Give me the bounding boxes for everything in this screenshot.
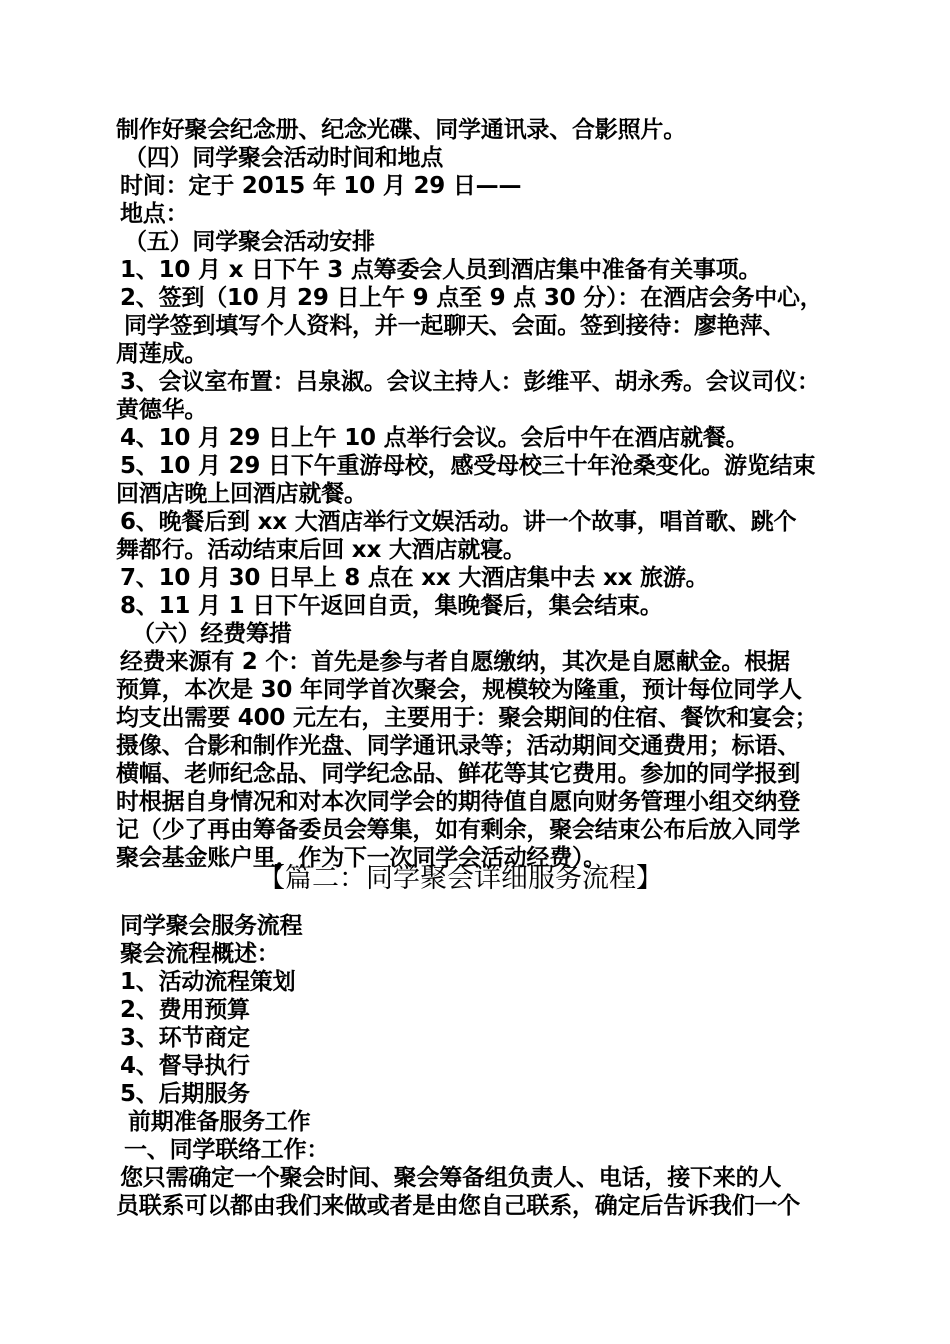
text-line: 回酒店晚上回酒店就餐。 [116,481,367,507]
text-line: 聚会流程概述： [120,941,280,967]
text-line: 8、11 月 1 日下午返回自贡，集晚餐后，集会结束。 [120,593,663,619]
chapter-heading: 【篇二：同学聚会详细服务流程】 [258,863,663,894]
text-line: 横幅、老师纪念品、同学纪念品、鲜花等其它费用。参加的同学报到 [116,761,801,787]
list-item: 4、督导执行 [120,1053,250,1079]
list-item: 5、后期服务 [120,1081,250,1107]
text-line: 1、10 月 x 日下午 3 点筹委会人员到酒店集中准备有关事项。 [120,257,762,283]
text-line: 周莲成。 [116,341,208,367]
text-line: 2、签到（10 月 29 日上午 9 点至 9 点 30 分）：在酒店会务中心， [120,285,823,311]
text-line: 地点： [120,201,189,227]
section-title-6: （六）经费筹措 [132,621,292,647]
text-line: 摄像、合影和制作光盘、同学通讯录等；活动期间交通费用；标语、 [116,733,801,759]
text-line: 聚会基金账户里，作为下一次同学会活动经费）。 [116,845,607,871]
text-line: 您只需确定一个聚会时间、聚会筹备组负责人、电话，接下来的人 [120,1165,782,1191]
text-line: 黄德华。 [116,397,208,423]
text-line: 6、晚餐后到 xx 大酒店举行文娱活动。讲一个故事，唱首歌、跳个 [120,509,797,535]
text-line: 制作好聚会纪念册、纪念光碟、同学通讯录、合影照片。 [116,117,687,143]
section-title-5: （五）同学聚会活动安排 [124,229,375,255]
doc-subtitle: 同学聚会服务流程 [120,913,303,939]
text-line: 时间：定于 2015 年 10 月 29 日—— [120,173,522,199]
text-line: 前期准备服务工作 [128,1109,311,1135]
list-item: 1、活动流程策划 [120,969,296,995]
text-line: 一、同学联络工作： [124,1137,330,1163]
text-line: 记（少了再由筹备委员会筹集，如有剩余，聚会结束公布后放入同学 [116,817,801,843]
text-line: 5、10 月 29 日下午重游母校，感受母校三十年沧桑变化。游览结束 [120,453,816,479]
text-line: 时根据自身情况和对本次同学会的期待值自愿向财务管理小组交纳登 [116,789,801,815]
section-title-4: （四）同学聚会活动时间和地点 [124,145,444,171]
text-line: 7、10 月 30 日早上 8 点在 xx 大酒店集中去 xx 旅游。 [120,565,709,591]
text-line: 经费来源有 2 个：首先是参与者自愿缴纳，其次是自愿献金。根据 [120,649,790,675]
text-line: 员联系可以都由我们来做或者是由您自己联系，确定后告诉我们一个 [116,1193,801,1219]
text-line: 预算，本次是 30 年同学首次聚会，规模较为隆重，预计每位同学人 [116,677,802,703]
list-item: 3、环节商定 [120,1025,250,1051]
text-line: 均支出需要 400 元左右，主要用于：聚会期间的住宿、餐饮和宴会； [116,705,818,731]
list-item: 2、费用预算 [120,997,250,1023]
text-line: 同学签到填写个人资料，并一起聊天、会面。签到接待：廖艳萍、 [124,313,786,339]
text-line: 4、10 月 29 日上午 10 点举行会议。会后中午在酒店就餐。 [120,425,749,451]
text-line: 3、会议室布置：吕泉淑。会议主持人：彭维平、胡永秀。会议司仪： [120,369,820,395]
text-line: 舞都行。活动结束后回 xx 大酒店就寝。 [116,537,526,563]
